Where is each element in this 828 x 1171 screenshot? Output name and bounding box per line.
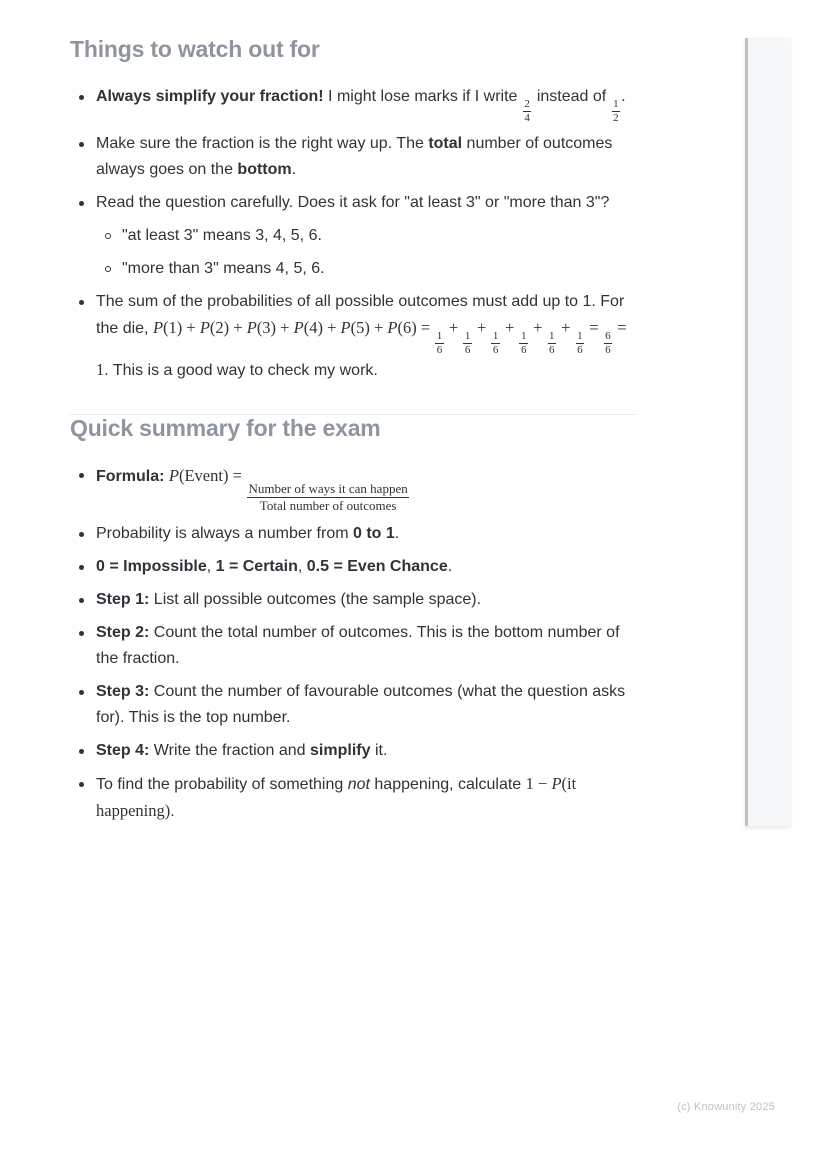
fraction <box>247 481 409 515</box>
text-segment: = 1 <box>96 318 627 379</box>
text-segment: List all possible outcomes (the sample space). <box>153 591 482 609</box>
text-segment: + <box>528 318 547 338</box>
fraction-numerator: 1 <box>613 98 619 110</box>
text-segment: Read the question carefully. Does it ask for "at least 3" or "more than 3"? <box>96 194 610 212</box>
scrollbar-track[interactable] <box>745 38 790 826</box>
text-segment: + <box>472 318 491 338</box>
text-segment: Formula: <box>96 467 169 485</box>
fraction <box>604 330 613 356</box>
text-segment: . <box>291 161 297 179</box>
text-segment: (Event) = <box>178 465 247 485</box>
text-segment: "at least 3" means 3, 4, 5, 6. <box>122 227 322 245</box>
text-segment: (6) = <box>397 318 435 338</box>
text-segment: . <box>447 558 453 576</box>
section-heading: Things to watch out for <box>70 36 320 62</box>
document-section <box>70 36 636 384</box>
text-segment: happening, calculate <box>369 776 526 794</box>
fraction-denominator: 6 <box>520 343 527 356</box>
text-segment: (4) + <box>303 318 341 338</box>
fraction-numerator: 1 <box>520 330 527 343</box>
fraction-numerator: 1 <box>464 330 471 343</box>
text-segment: "more than 3" means 4, 5, 6. <box>122 260 325 278</box>
text-segment: total <box>428 135 463 153</box>
text-segment: + <box>557 318 575 338</box>
text-segment: . <box>394 525 400 543</box>
text-segment: To find the probability of something <box>96 776 348 794</box>
fraction <box>435 330 444 356</box>
text-segment: Step 3: <box>96 683 154 701</box>
fraction-denominator: 6 <box>549 343 555 356</box>
list-item <box>78 679 636 731</box>
fraction <box>491 330 500 356</box>
text-segment: Make sure the fraction is the right way up. The <box>96 135 429 153</box>
bullet-list <box>70 84 636 384</box>
text-segment: Always simplify your fraction! <box>96 88 324 105</box>
list-item <box>78 190 636 216</box>
fraction <box>519 330 528 356</box>
fraction <box>463 330 472 356</box>
text-segment: Probability is always a number from <box>96 525 353 543</box>
list-item <box>78 771 636 825</box>
text-segment: . <box>621 88 626 105</box>
fraction <box>548 330 557 356</box>
text-segment: . This is a good way to check my work. <box>104 361 378 379</box>
text-segment: Count the total number of outcomes. This is the bottom number of the fraction. <box>96 624 620 668</box>
text-segment: + <box>444 318 463 338</box>
text-segment: instead of <box>532 88 611 105</box>
fraction-denominator: 4 <box>524 111 530 124</box>
text-segment: 0 = Impossible <box>96 558 207 576</box>
list-item <box>78 554 636 580</box>
fraction-numerator: 6 <box>605 330 611 343</box>
text-segment: I might lose marks if I write <box>323 88 522 105</box>
text-segment: P <box>340 318 351 338</box>
text-segment: , <box>206 558 216 576</box>
text-segment: (3) + <box>256 318 294 338</box>
fraction-denominator: 6 <box>492 343 499 356</box>
list-item <box>78 463 636 515</box>
text-segment: , <box>297 558 307 576</box>
text-segment: + <box>500 318 519 338</box>
document-content <box>70 36 636 832</box>
list-item <box>78 738 636 764</box>
text-segment: 1 = Certain <box>215 558 298 576</box>
text-segment: = <box>585 318 603 338</box>
text-segment: The sum of the probabilities of all possible outcomes must add up to 1. For the die, <box>96 293 625 338</box>
text-segment: Count the number of favourable outcomes (what the question asks for). This is the top number. <box>96 683 626 727</box>
text-segment: 0.5 = Even Chance <box>306 558 448 576</box>
text-segment: (2) + <box>209 318 247 338</box>
list-item <box>78 289 636 383</box>
fraction <box>612 98 621 124</box>
text-segment: P <box>152 318 164 338</box>
text-segment: P <box>246 318 257 338</box>
text-segment: 0 to 1 <box>352 525 395 543</box>
bullet-list <box>70 463 636 826</box>
fraction-numerator: 1 <box>436 330 443 343</box>
text-segment: (it happening) <box>96 774 577 821</box>
fraction-denominator: 6 <box>436 343 443 356</box>
fraction-numerator: 1 <box>492 330 499 343</box>
list-item <box>104 223 636 249</box>
text-segment: it. <box>370 742 388 760</box>
fraction <box>523 98 532 124</box>
document-section <box>70 415 636 826</box>
section-heading: Quick summary for the exam <box>70 414 381 441</box>
text-segment: Step 2: <box>96 624 154 642</box>
text-segment: simplify <box>310 742 371 760</box>
text-segment: Step 1: <box>96 591 154 609</box>
fraction-denominator: 6 <box>605 343 611 356</box>
list-item <box>78 131 636 183</box>
fraction-numerator: 1 <box>577 330 583 343</box>
fraction-numerator: 1 <box>549 330 555 343</box>
text-segment: P <box>387 318 398 338</box>
text-segment: number of outcomes always goes on the <box>96 135 613 179</box>
text-segment: . <box>170 803 175 821</box>
text-segment: not <box>347 776 370 794</box>
text-segment: P <box>551 774 562 794</box>
list-item <box>78 620 636 672</box>
text-segment: (1) + <box>163 318 200 338</box>
text-segment: (5) + <box>350 318 388 338</box>
text-segment: P <box>293 318 304 338</box>
fraction-numerator: Number of ways it can happen <box>247 481 409 498</box>
copyright-footer: (c) Knowunity 2025 <box>677 1101 775 1113</box>
text-segment: Write the fraction and <box>153 742 311 760</box>
list-item <box>78 587 636 613</box>
text-segment: P <box>199 318 210 338</box>
text-segment: 1 − <box>525 774 552 794</box>
fraction-numerator: 2 <box>524 98 530 110</box>
fraction-denominator: 6 <box>464 343 471 356</box>
list-item <box>78 521 636 547</box>
fraction <box>576 330 585 356</box>
list-item <box>78 84 636 124</box>
fraction-denominator: 2 <box>613 111 619 124</box>
text-segment: bottom <box>237 161 292 179</box>
list-item <box>104 256 636 282</box>
text-segment: P <box>168 465 179 485</box>
fraction-denominator: Total number of outcomes <box>259 497 397 513</box>
text-segment: Step 4: <box>96 742 154 760</box>
fraction-denominator: 6 <box>577 343 583 356</box>
